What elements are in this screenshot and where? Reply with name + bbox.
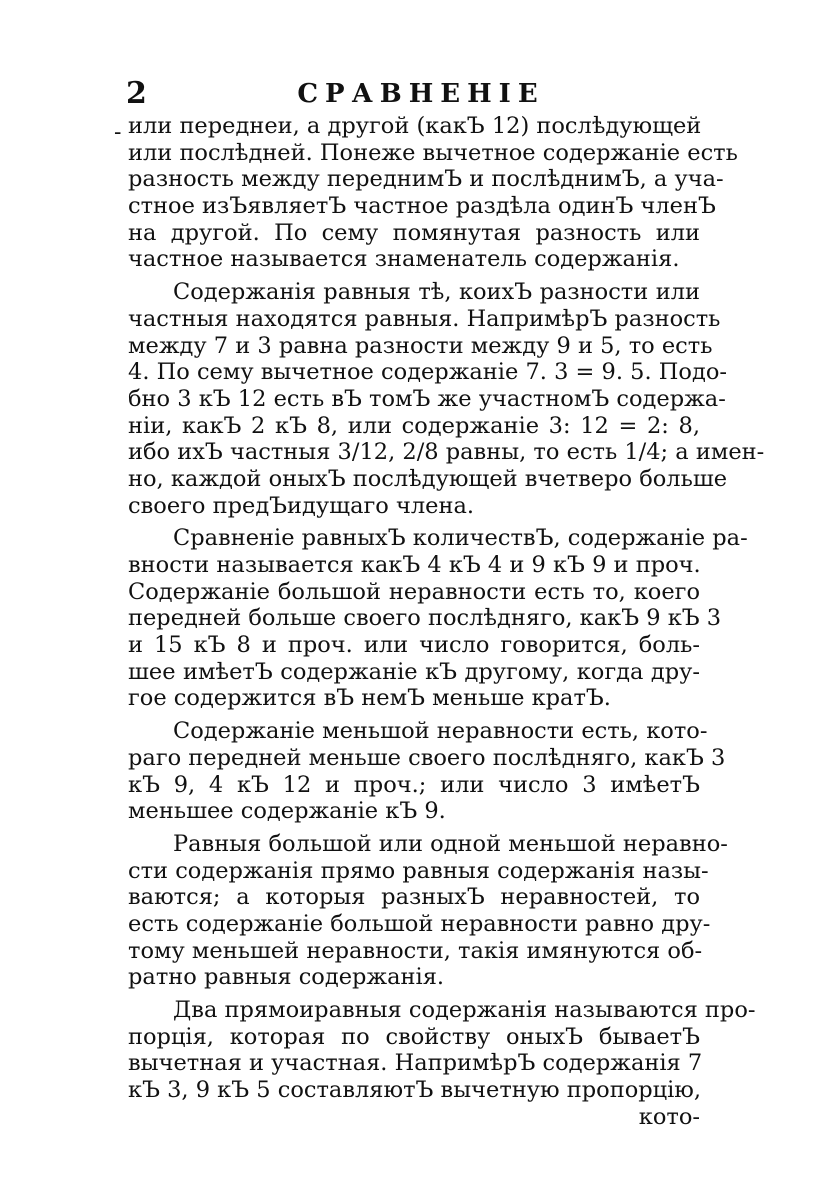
text-line: ратно равныя содержанія. xyxy=(128,964,445,991)
text-line: разность между переднимЪ и послѣднимЪ, а уча- xyxy=(128,166,724,193)
text-line: Равныя большой или одной меньшой неравно- xyxy=(173,830,728,857)
text-line: кЪ 9, 4 кЪ 12 и проч.; или число 3 имѣетЪ xyxy=(128,771,700,798)
text-line: вычетная и участная. НапримѣрЪ содержанія 7 xyxy=(128,1050,703,1077)
text-line: частное называется знаменатель содержанія. xyxy=(128,246,680,273)
margin-mark: - xyxy=(114,120,122,145)
text-line: ваются; а которыя разныхЪ неравностей, то xyxy=(128,884,700,911)
text-line: стное изЪявляетЪ частное раздѣла одинЪ членЪ xyxy=(128,193,716,220)
text-line: гое содержится вЪ немЪ меньше кратЪ. xyxy=(128,685,611,712)
text-line: ніи, какЪ 2 кЪ 8, или содержаніе 3: 12 = 2: 8, xyxy=(128,412,700,439)
text-line: Сравненіе равныхЪ количествЪ, содержаніе ра- xyxy=(173,525,748,552)
text-line: тому меньшей неравности, такія имянуются об- xyxy=(128,937,703,964)
text-line: и 15 кЪ 8 и проч. или число говорится, боль- xyxy=(128,632,700,659)
text-line: ибо ихЪ частныя 3/12, 2/8 равны, то есть 1/4; а имен- xyxy=(128,439,765,466)
text-line: кЪ 3, 9 кЪ 5 составляютЪ вычетную пропорцію, xyxy=(128,1077,702,1104)
text-line: шее имѣетЪ содержаніе кЪ другому, когда дру- xyxy=(128,658,700,685)
text-line: между 7 и 3 равна разности между 9 и 5, то есть xyxy=(128,332,713,359)
text-line: Содержаніе меньшой неравности есть, кото- xyxy=(173,718,708,745)
page-number: 2 xyxy=(126,76,147,111)
text-line: или послѣдней. Понеже вычетное содержаніе есть xyxy=(128,139,738,166)
catchword: кото- xyxy=(638,1103,700,1130)
text-line: частныя находятся равныя. НапримѣрЪ разность xyxy=(128,305,721,332)
text-line: Два прямоиравныя содержанія называются про- xyxy=(173,997,756,1023)
text-line: есть содержаніе большой неравности равно дру- xyxy=(128,910,711,937)
text-line: Содержаніе большой неравности есть то, коего xyxy=(128,578,700,605)
running-header xyxy=(126,74,716,114)
text-line: бно 3 кЪ 12 есть вЪ томЪ же участномЪ содержа- xyxy=(128,385,726,412)
text-line: но, каждой оныхЪ послѣдующей вчетверо больше xyxy=(128,465,728,492)
text-line: 4. По сему вычетное содержаніе 7. 3 = 9. 5. Подо- xyxy=(128,359,727,386)
running-title: СРАВНЕНІЕ xyxy=(297,79,545,109)
text-line: сти содержанія прямо равныя содержанія назы- xyxy=(128,857,709,884)
text-line: передней больше своего послѣдняго, какЪ 9 кЪ 3 xyxy=(128,605,722,632)
text-line: меньшее содержаніе кЪ 9. xyxy=(128,798,446,825)
text-line: или переднеи, а другой (какЪ 12) послѣдующей xyxy=(128,113,702,139)
text-line: вности называется какЪ 4 кЪ 4 и 9 кЪ 9 и проч. xyxy=(128,552,701,578)
body-text xyxy=(128,113,765,1130)
text-line: своего предЪидущаго члена. xyxy=(128,492,475,519)
text-line: Содержанія равныя тѣ, коихЪ разности или xyxy=(173,279,700,306)
text-line: порція, которая по свойству оныхЪ бываетЪ xyxy=(128,1023,700,1050)
text-line: раго передней меньше своего послѣдняго, какЪ 3 xyxy=(128,744,726,771)
text-line: на другой. По сему помянутая разность или xyxy=(128,219,700,246)
